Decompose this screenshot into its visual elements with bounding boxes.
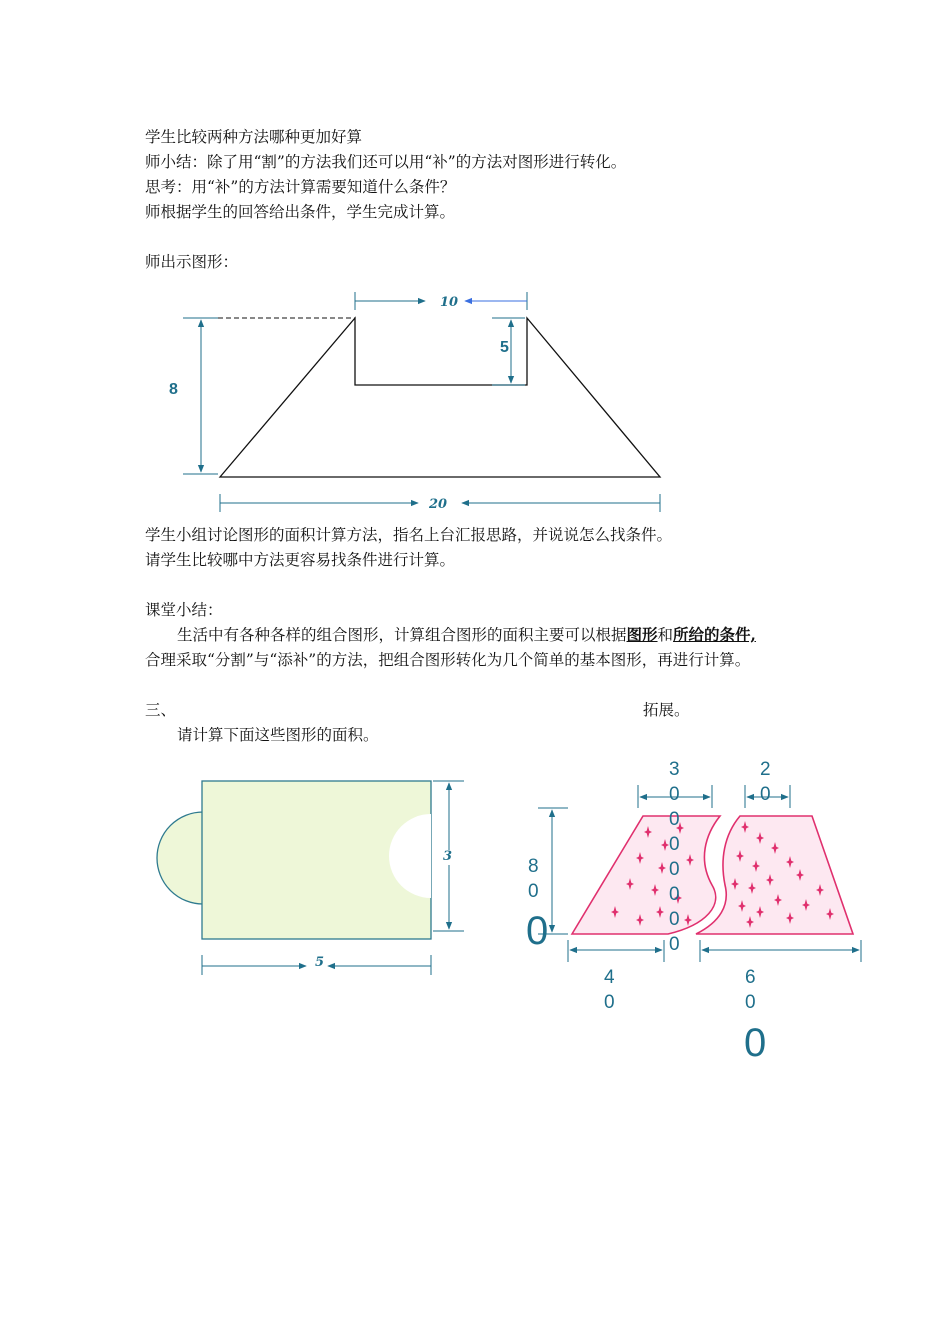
digit: 0 [669,784,680,805]
text-line-7: 请学生比较哪中方法更容易找条件进行计算。 [145,551,456,569]
text-line-1: 学生比较两种方法哪种更加好算 [145,128,363,146]
dim-bottom-label: 20 [429,497,448,512]
digit: 0 [669,834,680,855]
summary-underline-1: 图形 [626,625,658,644]
text-line-2: 师小结：除了用“割”的方法我们还可以用“补”的方法对图形进行转化。 [145,153,627,171]
summary-and: 和 [657,626,674,644]
section-number: 三、 [145,701,177,719]
digit: 0 [760,784,771,805]
dim-top-label: 10 [440,295,459,310]
digit: 6 [745,967,756,988]
digit: 3 [669,759,680,780]
digit: 4 [604,967,615,988]
trapezoid-outline [220,318,660,477]
section-title: 拓展。 [643,701,690,719]
semicircle-added [157,812,203,904]
text-line-6: 学生小组讨论图形的面积计算方法，指名上台汇报思路，并说说怎么找条件。 [145,526,673,544]
summary-text-a: 生活中有各种各样的组合图形，计算组合图形的面积主要可以根据 [177,626,627,644]
left-piece [572,816,720,934]
figure-split-trapezoid [526,759,861,1065]
digit: 0 [669,859,680,880]
digit: 0 [745,992,756,1013]
text-line-4: 师根据学生的回答给出条件，学生完成计算。 [145,203,456,221]
digit: 0 [604,992,615,1013]
digit: 0 [669,809,680,830]
dim-notch-label: 5 [500,339,509,356]
digit: 2 [760,759,771,780]
summary-underline-2: 所给的条件, [673,625,756,644]
figure-trapezoid-notch [169,292,660,512]
digit: 0 [669,909,680,930]
summary-line-2: 合理采取“分割”与“添补”的方法，把组合图形转化为几个简单的基本图形，再进行计算。 [145,651,751,669]
digit-big: 0 [526,909,549,953]
dim-left-label: 8 [169,381,178,398]
figure-rect-semicircles [157,781,464,975]
task-line: 请计算下面这些图形的面积。 [177,726,379,744]
digit: 0 [669,884,680,905]
digit: 0 [669,934,680,955]
dim-height-label: 3 [443,849,453,864]
digit: 8 [528,856,539,877]
text-line-5: 师出示图形： [145,253,239,271]
dim-width-label: 5 [315,955,325,970]
digit: 0 [528,881,539,902]
text-line-3: 思考：用“补”的方法计算需要知道什么条件？ [145,178,456,196]
digit-big: 0 [744,1021,767,1065]
text-line-8: 课堂小结： [145,601,223,619]
